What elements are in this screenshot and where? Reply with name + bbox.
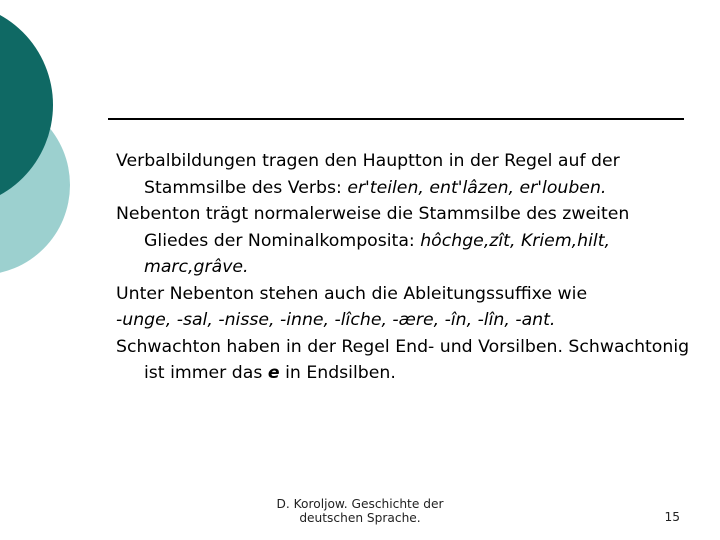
paragraph-verbalbildungen: [116, 148, 696, 201]
paragraph-suffixe: [116, 281, 696, 308]
page-number: 15: [664, 510, 680, 524]
footer-line-2: deutschen Sprache.: [299, 511, 421, 525]
title-divider: [108, 118, 684, 120]
paragraph-examples: hôchge,zît, Kriem,hilt, marc,grâve.: [144, 230, 610, 277]
footer-line-1: D. Koroljow. Geschichte der: [276, 497, 444, 511]
paragraph-suffix-list: [116, 307, 696, 334]
paragraph-nebenton: [116, 201, 696, 281]
paragraph-bold-example: e: [267, 363, 280, 383]
paragraph-text: Schwachton haben in der Regel End- und Vorsilben. Schwachtonig ist immer das: [116, 336, 690, 383]
paragraph-text: Verbalbildungen tragen den Hauptton in der Regel auf der Stammsilbe des Verbs:: [116, 151, 620, 198]
paragraph-text-after: in Endsilben.: [279, 363, 396, 383]
paragraph-schwachton: [116, 334, 696, 387]
slide-body: [116, 148, 696, 387]
decorative-circles: [0, 0, 90, 300]
slide-footer: [240, 497, 480, 525]
paragraph-text: Nebenton trägt normalerweise die Stammsilbe des zweiten Gliedes der Nominalkomposita:: [116, 204, 630, 251]
paragraph-text: Unter Nebenton stehen auch die Ableitungssuffixe wie: [116, 283, 588, 304]
paragraph-examples: er'teilen, ent'lâzen, er'louben.: [347, 177, 607, 198]
paragraph-examples: -unge, -sal, -nisse, -inne, -lîche, -ære, -în, -lîn, -ant.: [116, 310, 556, 330]
